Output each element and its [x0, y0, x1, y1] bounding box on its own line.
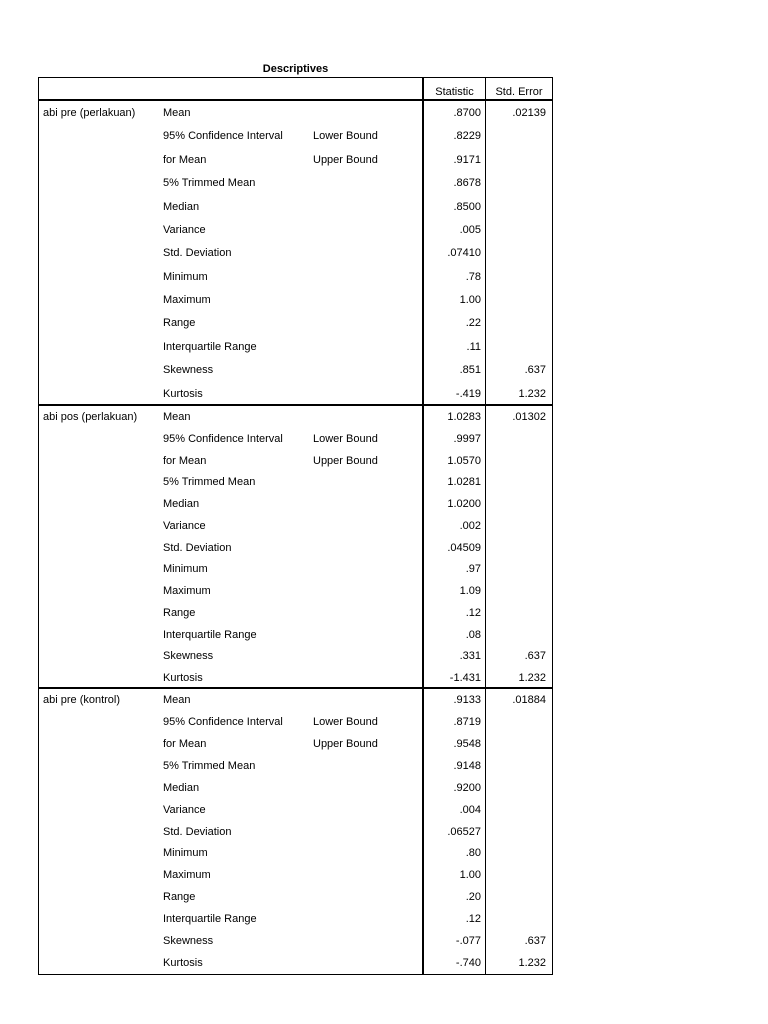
- table-row: [38, 952, 553, 974]
- statistic-label: Kurtosis: [163, 672, 203, 684]
- table-row: [38, 406, 553, 428]
- table-row: [38, 149, 553, 171]
- std-error-value: .637: [524, 935, 546, 947]
- table-row: [38, 450, 553, 472]
- bound-label: Upper Bound: [313, 455, 378, 467]
- statistic-label: Interquartile Range: [163, 341, 257, 353]
- std-error-value: .637: [524, 650, 546, 662]
- statistic-label: Interquartile Range: [163, 629, 257, 641]
- statistic-value: -1.431: [449, 672, 481, 684]
- statistic-value: .9200: [453, 782, 481, 794]
- statistic-value: .07410: [447, 247, 481, 259]
- statistic-value: .80: [465, 847, 481, 859]
- statistic-value: 1.00: [459, 294, 481, 306]
- statistic-value: .004: [459, 804, 481, 816]
- statistic-label: Minimum: [163, 271, 208, 283]
- statistic-label: Variance: [163, 804, 206, 816]
- statistic-value: 1.00: [459, 869, 481, 881]
- statistic-value: -.419: [455, 388, 481, 400]
- std-error-value: 1.232: [518, 957, 546, 969]
- std-error-value: .01884: [512, 694, 546, 706]
- statistic-value: 1.0281: [447, 476, 481, 488]
- statistic-label: 5% Trimmed Mean: [163, 177, 256, 189]
- table-row: [38, 689, 553, 711]
- bound-label: Lower Bound: [313, 130, 378, 142]
- statistic-value: -.740: [455, 957, 481, 969]
- statistic-value: .97: [465, 563, 481, 575]
- statistic-value: .005: [459, 224, 481, 236]
- std-error-value: .01302: [512, 411, 546, 423]
- table-row: [38, 908, 553, 930]
- statistic-value: .12: [465, 913, 481, 925]
- statistic-value: .8700: [453, 107, 481, 119]
- table-row: [38, 886, 553, 908]
- table-row: [38, 645, 553, 667]
- statistic-value: .11: [466, 341, 481, 353]
- table-row: [38, 102, 553, 124]
- std-error-value: 1.232: [518, 388, 546, 400]
- statistic-label: Median: [163, 201, 200, 213]
- statistic-value: .8500: [453, 201, 481, 213]
- group-label: abi pre (perlakuan): [43, 107, 136, 119]
- statistic-label: Interquartile Range: [163, 913, 257, 925]
- table-row: [38, 624, 553, 646]
- statistic-label: Minimum: [163, 563, 208, 575]
- table-row: [38, 558, 553, 580]
- table-row: [38, 312, 553, 334]
- statistic-value: .78: [465, 271, 481, 283]
- statistic-value: .20: [465, 891, 481, 903]
- table-row: [38, 266, 553, 288]
- statistic-value: .002: [459, 520, 481, 532]
- table-row: [38, 428, 553, 450]
- statistic-value: .9171: [453, 154, 481, 166]
- statistic-label: Variance: [163, 520, 206, 532]
- statistic-value: .04509: [447, 542, 481, 554]
- table-row: [38, 842, 553, 864]
- table-row: [38, 777, 553, 799]
- table-row: [38, 864, 553, 886]
- table-row: [38, 493, 553, 515]
- std-error-value: .637: [524, 364, 546, 376]
- table-row: [38, 172, 553, 194]
- statistic-label: Std. Deviation: [163, 826, 232, 838]
- statistic-label: Std. Deviation: [163, 247, 232, 259]
- statistic-value: .12: [465, 607, 481, 619]
- statistic-label: Median: [163, 782, 200, 794]
- statistic-value: .9548: [453, 738, 481, 750]
- statistic-label: for Mean: [163, 154, 207, 166]
- statistic-label: Std. Deviation: [163, 542, 232, 554]
- std-error-header: Std. Error: [495, 86, 543, 98]
- table-title: Descriptives: [262, 63, 329, 75]
- statistic-label: Range: [163, 891, 196, 903]
- table-row: [38, 821, 553, 843]
- table-row: [38, 755, 553, 777]
- statistic-label: Maximum: [163, 294, 211, 306]
- table-row: [38, 359, 553, 381]
- statistic-value: .9997: [453, 433, 481, 445]
- descriptives-table: [38, 77, 553, 975]
- statistic-label: 95% Confidence Interval: [163, 433, 283, 445]
- statistic-label: Kurtosis: [163, 388, 203, 400]
- statistic-value: .06527: [447, 826, 481, 838]
- statistic-value: 1.09: [459, 585, 481, 597]
- table-row: [38, 930, 553, 952]
- statistic-label: Kurtosis: [163, 957, 203, 969]
- table-row: [38, 242, 553, 264]
- table-row: [38, 196, 553, 218]
- table-row: [38, 471, 553, 493]
- statistic-label: Mean: [163, 411, 191, 423]
- statistic-value: .331: [459, 650, 481, 662]
- bound-label: Lower Bound: [313, 716, 378, 728]
- statistic-value: .8678: [453, 177, 481, 189]
- statistic-value: .9133: [453, 694, 481, 706]
- table-row: [38, 289, 553, 311]
- statistic-label: for Mean: [163, 455, 207, 467]
- statistic-label: Minimum: [163, 847, 208, 859]
- statistic-value: 1.0200: [447, 498, 481, 510]
- statistic-label: Maximum: [163, 585, 211, 597]
- statistic-label: Skewness: [163, 364, 214, 376]
- statistic-header: Statistic: [435, 86, 474, 98]
- header-rule: [38, 99, 553, 101]
- statistic-label: 5% Trimmed Mean: [163, 476, 256, 488]
- table-row: [38, 515, 553, 537]
- statistic-value: .9148: [453, 760, 481, 772]
- group-label: abi pos (perlakuan): [43, 411, 138, 423]
- table-row: [38, 799, 553, 821]
- statistic-label: for Mean: [163, 738, 207, 750]
- statistic-label: 95% Confidence Interval: [163, 716, 283, 728]
- statistic-label: Skewness: [163, 935, 214, 947]
- table-row: [38, 711, 553, 733]
- std-error-value: 1.232: [518, 672, 546, 684]
- statistic-label: Mean: [163, 694, 191, 706]
- bound-label: Upper Bound: [313, 738, 378, 750]
- table-row: [38, 219, 553, 241]
- statistic-label: 95% Confidence Interval: [163, 130, 283, 142]
- table-row: [38, 336, 553, 358]
- bound-label: Upper Bound: [313, 154, 378, 166]
- table-row: [38, 537, 553, 559]
- statistic-value: 1.0283: [447, 411, 481, 423]
- std-error-value: .02139: [512, 107, 546, 119]
- statistic-value: .851: [459, 364, 481, 376]
- group-label: abi pre (kontrol): [43, 694, 121, 706]
- statistic-value: .8229: [453, 130, 481, 142]
- statistic-value: .22: [465, 317, 481, 329]
- statistic-value: 1.0570: [447, 455, 481, 467]
- statistic-label: Skewness: [163, 650, 214, 662]
- statistic-value: .8719: [453, 716, 481, 728]
- bound-label: Lower Bound: [313, 433, 378, 445]
- statistic-value: -.077: [455, 935, 481, 947]
- table-row: [38, 125, 553, 147]
- table-row: [38, 580, 553, 602]
- statistic-label: Range: [163, 317, 196, 329]
- statistic-label: Median: [163, 498, 200, 510]
- statistic-label: Variance: [163, 224, 206, 236]
- table-row: [38, 602, 553, 624]
- statistic-label: Mean: [163, 107, 191, 119]
- table-row: [38, 383, 553, 405]
- table-row: [38, 667, 553, 689]
- statistic-label: 5% Trimmed Mean: [163, 760, 256, 772]
- statistic-label: Maximum: [163, 869, 211, 881]
- table-row: [38, 733, 553, 755]
- statistic-value: .08: [465, 629, 481, 641]
- statistic-label: Range: [163, 607, 196, 619]
